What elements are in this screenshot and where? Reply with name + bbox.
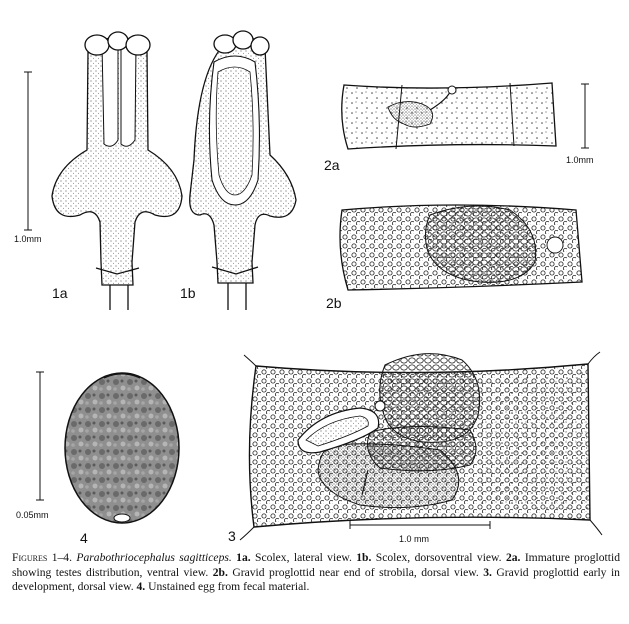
- label-1a: 1a: [52, 285, 68, 301]
- caption-part-3: 3.: [483, 565, 492, 579]
- caption-species: Parabothriocephalus sagitticeps.: [76, 551, 232, 564]
- caption-lead: Figures 1–4.: [12, 551, 72, 564]
- label-2b: 2b: [326, 295, 342, 311]
- scale-label-2: 1.0mm: [566, 155, 594, 165]
- caption-text-1a: Scolex, lateral view.: [250, 551, 357, 564]
- label-4: 4: [80, 530, 88, 545]
- caption-text-3: Gravid proglottid early in development, dorsal view.: [12, 565, 620, 594]
- caption-part-1a: 1a.: [236, 551, 251, 564]
- scale-label-1: 1.0mm: [14, 234, 42, 244]
- caption-text-4: Unstained egg from fecal material.: [145, 580, 310, 594]
- proglottid-gravid-drawing: [340, 205, 582, 290]
- proglottid-developing-drawing: [240, 352, 602, 540]
- label-2a: 2a: [324, 157, 340, 173]
- label-1b: 1b: [180, 285, 196, 301]
- caption-part-2a: 2a.: [505, 551, 521, 564]
- proglottid-immature-drawing: [342, 83, 556, 149]
- caption-part-1b: 1b.: [356, 551, 372, 564]
- scale-label-4: 0.05mm: [16, 510, 49, 520]
- caption-text-2a: Immature proglottid showing testes distribution, ventral view.: [12, 551, 620, 579]
- caption-part-2b: 2b.: [212, 565, 228, 579]
- scale-label-3: 1.0 mm: [399, 534, 430, 544]
- scolex-dorsoventral-drawing: [190, 31, 296, 310]
- figure-caption: [12, 551, 620, 595]
- egg-drawing: [65, 373, 179, 523]
- caption-text-2b: Gravid proglottid near end of strobila, dorsal view.: [227, 565, 484, 579]
- caption-part-4: 4.: [136, 580, 146, 594]
- caption-text-1b: Scolex, dorsoventral view.: [371, 551, 506, 564]
- scolex-lateral-drawing: [52, 32, 182, 310]
- label-3: 3: [228, 528, 236, 544]
